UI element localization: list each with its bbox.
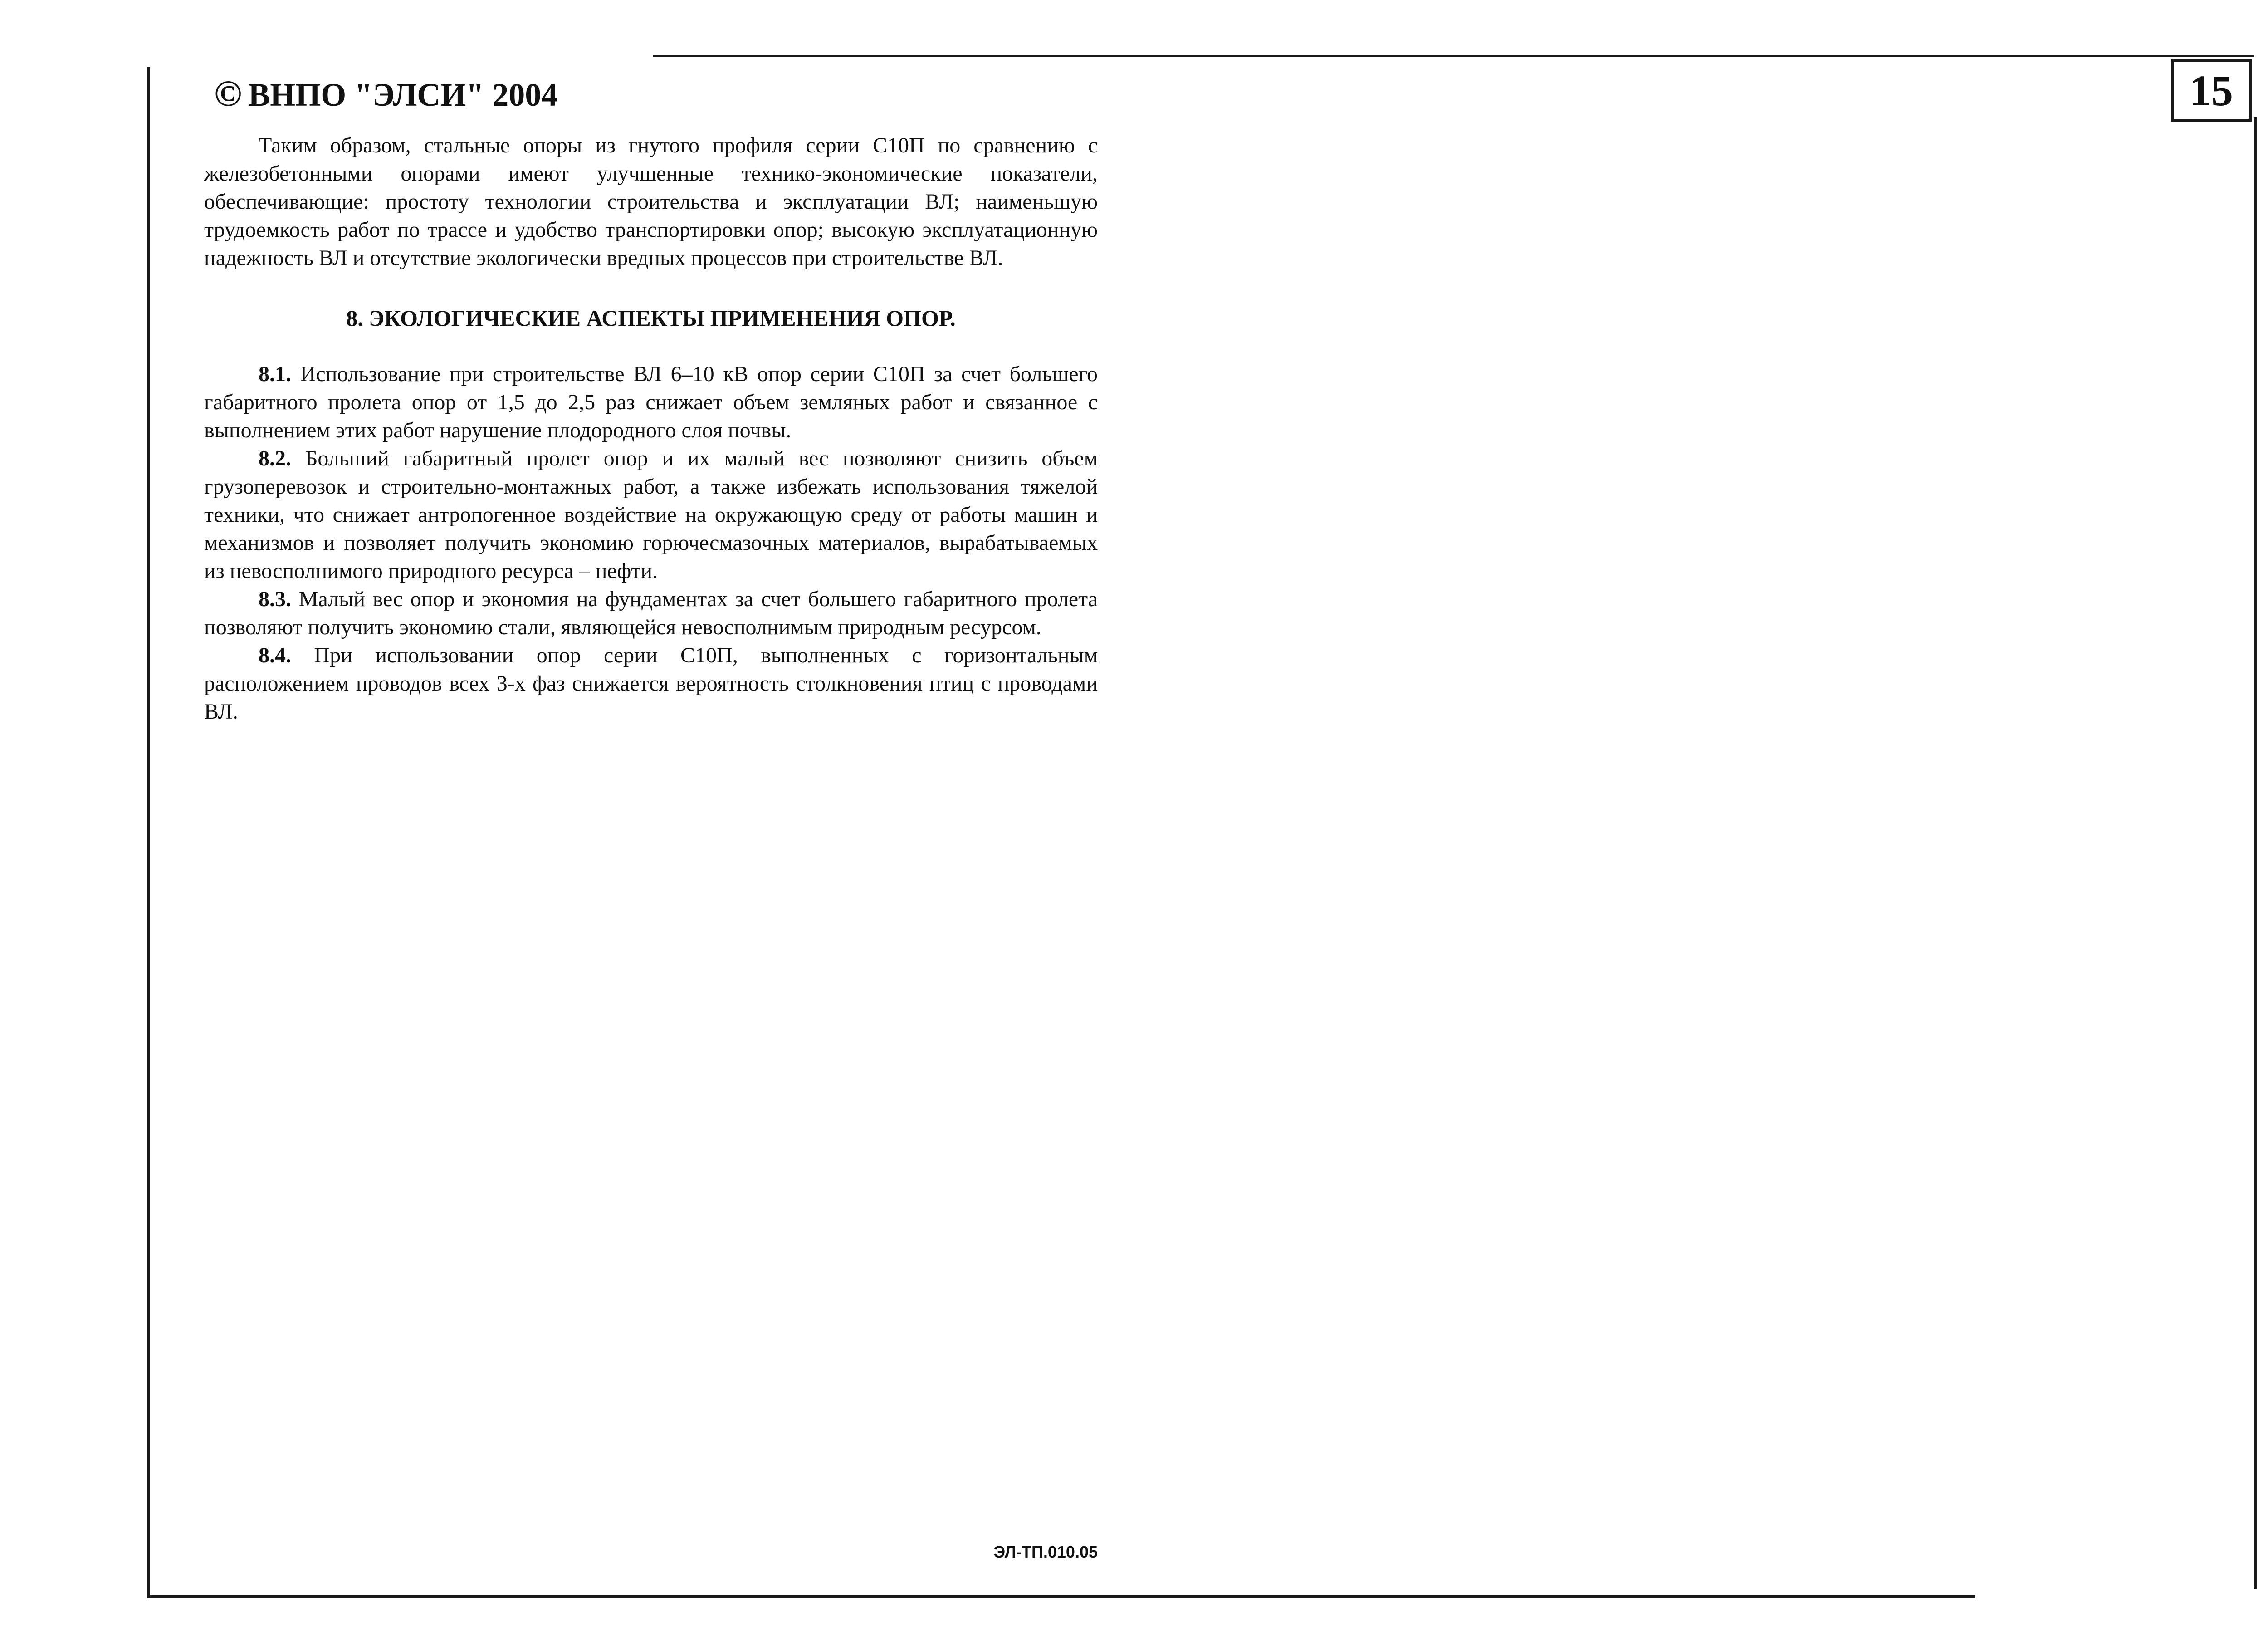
item-text: Использование при строительстве ВЛ 6–10 кВ опор серии С10П за счет большего габаритного пролета опор от 1,5 до 2,5 раз снижает объем земляных работ и связанное с выполнением этих работ нарушение плодородного слоя почвы. [204, 362, 1098, 442]
section-item-8-3 [204, 585, 1098, 642]
item-text: Малый вес опор и экономия на фундаментах за счет большего габаритного пролета позволяют получить экономию стали, являющейся невосполнимым природным ресурсом. [204, 587, 1098, 639]
header-title [214, 75, 557, 112]
document-body [204, 132, 1098, 726]
item-number: 8.2. [259, 446, 291, 470]
item-text: При использовании опор серии С10П, выполненных с горизонтальным расположением проводов всех 3-х фаз снижается вероятность столкновения птиц с проводами ВЛ. [204, 643, 1098, 724]
section-item-8-4 [204, 642, 1098, 726]
copyright-icon: © [214, 73, 242, 114]
section-heading: 8. ЭКОЛОГИЧЕСКИЕ АСПЕКТЫ ПРИМЕНЕНИЯ ОПОР. [346, 305, 956, 331]
organization-name: ВНПО "ЭЛСИ" 2004 [248, 77, 558, 113]
item-number: 8.1. [259, 362, 291, 386]
item-text: Больший габаритный пролет опор и их малый вес позволяют снизить объем грузоперевозок и строительно-монтажных работ, а также избежать использования тяжелой техники, что снижает антропогенное воздействие на окружающую среду от работы машин и механизмов и позволяет получить экономию горючесмазочных материалов, вырабатываемых из невосполнимого природного ресурса – нефти. [204, 446, 1098, 583]
intro-paragraph: Таким образом, стальные опоры из гнутого профиля серии С10П по сравнению с железобетонными опорами имеют улучшенные технико-экономические показатели, обеспечивающие: простоту технологии строительства и эксплуатации ВЛ; наименьшую трудоемкость работ по трассе и удобство транспортировки опор; высокую эксплуатационную надежность ВЛ и отсутствие экологически вредных процессов при строительстве ВЛ. [204, 133, 1098, 270]
section-item-8-2 [204, 445, 1098, 585]
document-code: ЭЛ-ТП.010.05 [993, 1543, 1098, 1561]
frame-left-border [147, 67, 150, 1598]
item-number: 8.3. [259, 587, 291, 611]
page-number: 15 [2171, 59, 2252, 122]
frame-bottom-border [147, 1595, 1975, 1598]
frame-top-border [653, 55, 2254, 57]
frame-right-border [2254, 117, 2257, 1589]
item-number: 8.4. [259, 643, 291, 667]
section-item-8-1 [204, 360, 1098, 445]
